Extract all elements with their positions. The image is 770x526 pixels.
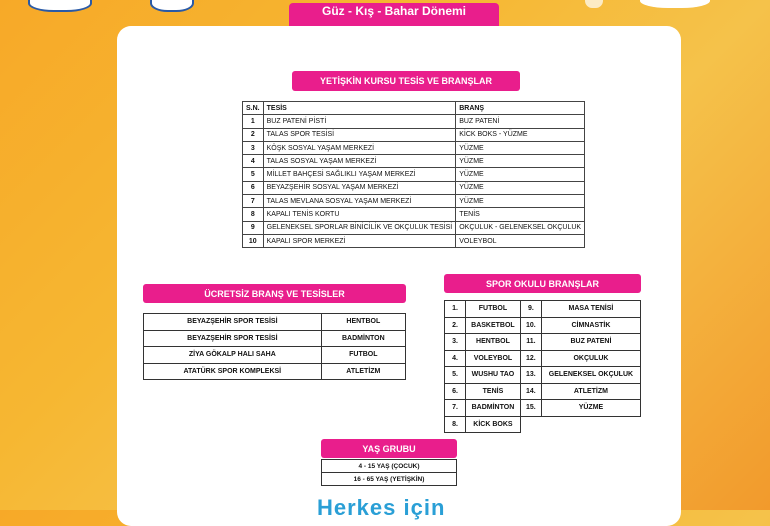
table-row [243, 208, 585, 221]
header-facility: TESİS [263, 102, 456, 115]
municipality-logo [28, 0, 92, 12]
adult-course-title: YETİŞKİN KURSU TESİS VE BRANŞLAR [319, 76, 493, 86]
row-number: 3 [243, 141, 264, 154]
table-row [144, 314, 406, 331]
header-sn: S.N. [243, 102, 264, 115]
branch-cell: CİMNASTİK [541, 317, 640, 334]
branch-number: 11. [520, 334, 541, 351]
branch-number: 7. [445, 400, 466, 417]
branch-cell: GELENEKSEL OKÇULUK [541, 367, 640, 384]
branch-cell: HENTBOL [466, 334, 521, 351]
season-label: Güz - Kış - Bahar Dönemi [321, 4, 467, 18]
decor-shape [585, 0, 603, 8]
row-number: 7 [243, 195, 264, 208]
branch-cell: YÜZME [456, 168, 585, 181]
branch-number: 14. [520, 383, 541, 400]
branch-cell: BADMİNTON [321, 330, 405, 347]
table-row [243, 115, 585, 128]
age-group-cell: 4 - 15 YAŞ (ÇOCUK) [322, 460, 457, 473]
footer-slogan: Herkes için [317, 495, 446, 520]
facility-cell: ATATÜRK SPOR KOMPLEKSİ [144, 363, 322, 380]
facility-cell: BEYAZŞEHİR SPOR TESİSİ [144, 314, 322, 331]
branch-number: 10. [520, 317, 541, 334]
free-branches-table [143, 313, 406, 380]
table-row [445, 400, 641, 417]
branch-number: 4. [445, 350, 466, 367]
table-row [243, 195, 585, 208]
branch-cell: ATLETİZM [321, 363, 405, 380]
table-row [243, 155, 585, 168]
adult-course-table [242, 101, 585, 248]
age-group-cell: 16 - 65 YAŞ (YETİŞKİN) [322, 473, 457, 486]
row-number: 6 [243, 181, 264, 194]
branch-cell: HENTBOL [321, 314, 405, 331]
table-row [243, 141, 585, 154]
facility-cell: BEYAZŞEHİR SPOR TESİSİ [144, 330, 322, 347]
branch-cell: KİCK BOKS [466, 416, 521, 433]
age-group-title: YAŞ GRUBU [362, 443, 416, 454]
table-row [243, 221, 585, 234]
branch-cell: OKÇULUK [541, 350, 640, 367]
row-number: 2 [243, 128, 264, 141]
sports-school-table [444, 300, 641, 433]
branch-cell: TENİS [456, 208, 585, 221]
facility-cell: KÖŞK SOSYAL YAŞAM MERKEZİ [263, 141, 456, 154]
table-row [445, 334, 641, 351]
branch-cell: VOLEYBOL [466, 350, 521, 367]
branch-cell: MASA TENİSİ [541, 301, 640, 318]
table-row [445, 301, 641, 318]
facility-cell: TALAS MEVLANA SOSYAL YAŞAM MERKEZİ [263, 195, 456, 208]
free-branches-banner [143, 284, 406, 303]
branch-cell: YÜZME [456, 195, 585, 208]
table-row [445, 367, 641, 384]
branch-cell: TENİS [466, 383, 521, 400]
branch-cell: FUTBOL [466, 301, 521, 318]
branch-cell: YÜZME [456, 155, 585, 168]
branch-number: 8. [445, 416, 466, 433]
header-branch: BRANŞ [456, 102, 585, 115]
table-row [144, 363, 406, 380]
branch-cell: BASKETBOL [466, 317, 521, 334]
free-branches-title: ÜCRETSİZ BRANŞ VE TESİSLER [204, 288, 345, 299]
branch-number: 3. [445, 334, 466, 351]
facility-cell: BEYAZŞEHİR SOSYAL YAŞAM MERKEZİ [263, 181, 456, 194]
brand-logo [640, 0, 710, 8]
table-row [445, 350, 641, 367]
table-row [322, 473, 457, 486]
sports-school-banner [444, 274, 641, 293]
age-group-banner [321, 439, 457, 458]
table-row [445, 317, 641, 334]
table-row [144, 330, 406, 347]
branch-number: 13. [520, 367, 541, 384]
branch-number: 1. [445, 301, 466, 318]
branch-number: 2. [445, 317, 466, 334]
sports-school-title: SPOR OKULU BRANŞLAR [485, 278, 599, 289]
adult-course-banner [292, 71, 520, 91]
branch-number: 12. [520, 350, 541, 367]
table-row [322, 460, 457, 473]
table-row [243, 168, 585, 181]
branch-number: 5. [445, 367, 466, 384]
branch-cell: BUZ PATENİ [456, 115, 585, 128]
age-group-table [321, 459, 457, 486]
branch-cell: VOLEYBOL [456, 234, 585, 247]
row-number: 4 [243, 155, 264, 168]
branch-cell: WUSHU TAO [466, 367, 521, 384]
table-row [445, 383, 641, 400]
facility-cell: TALAS SOSYAL YAŞAM MERKEZİ [263, 155, 456, 168]
branch-cell: YÜZME [541, 400, 640, 417]
row-number: 10 [243, 234, 264, 247]
branch-cell: FUTBOL [321, 347, 405, 364]
table-row [243, 128, 585, 141]
facility-cell: KAPALI SPOR MERKEZİ [263, 234, 456, 247]
facility-cell: MİLLET BAHÇESİ SAĞLIKLI YAŞAM MERKEZİ [263, 168, 456, 181]
empty-cell [520, 416, 640, 433]
partner-logo [150, 0, 194, 12]
branch-cell: KİCK BOKS - YÜZME [456, 128, 585, 141]
table-row [243, 181, 585, 194]
table-row [144, 347, 406, 364]
branch-number: 9. [520, 301, 541, 318]
branch-cell: OKÇULUK - GELENEKSEL OKÇULUK [456, 221, 585, 234]
branch-cell: ATLETİZM [541, 383, 640, 400]
table-row [445, 416, 641, 433]
branch-cell: BUZ PATENİ [541, 334, 640, 351]
branch-number: 6. [445, 383, 466, 400]
row-number: 8 [243, 208, 264, 221]
facility-cell: BUZ PATENİ PİSTİ [263, 115, 456, 128]
branch-cell: YÜZME [456, 181, 585, 194]
row-number: 1 [243, 115, 264, 128]
facility-cell: ZİYA GÖKALP HALI SAHA [144, 347, 322, 364]
row-number: 5 [243, 168, 264, 181]
branch-cell: BADMİNTON [466, 400, 521, 417]
table-header-row [243, 102, 585, 115]
branch-cell: YÜZME [456, 141, 585, 154]
facility-cell: TALAS SPOR TESİSİ [263, 128, 456, 141]
row-number: 9 [243, 221, 264, 234]
branch-number: 15. [520, 400, 541, 417]
facility-cell: KAPALI TENİS KORTU [263, 208, 456, 221]
table-row [243, 234, 585, 247]
facility-cell: GELENEKSEL SPORLAR BİNİCİLİK VE OKÇULUK TESİSİ [263, 221, 456, 234]
